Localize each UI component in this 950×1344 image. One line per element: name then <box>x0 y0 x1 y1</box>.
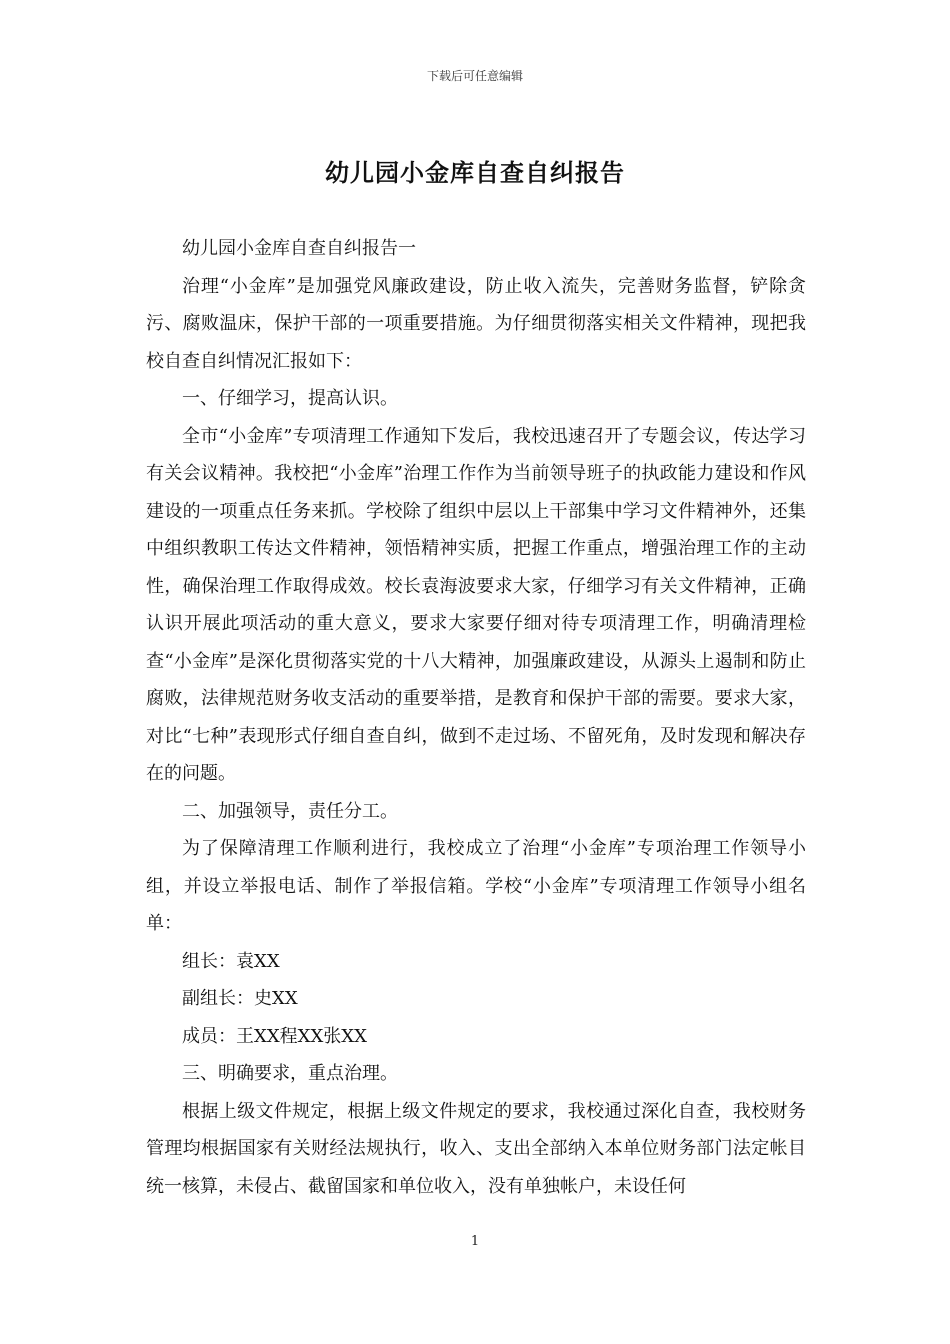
document-title: 幼儿园小金库自查自纠报告 <box>325 158 625 187</box>
section-heading-3: 三、明确要求，重点治理。 <box>182 1063 398 1084</box>
header-note: 下载后可任意编辑 <box>426 69 523 83</box>
section-heading-1: 一、仔细学习，提高认识。 <box>182 388 398 409</box>
document-body <box>146 230 806 1205</box>
deputy-leader-line: 副组长：史XX <box>182 988 298 1009</box>
section-heading-2: 二、加强领导，责任分工。 <box>182 800 398 822</box>
paragraph-intro: 治理“小金库”是加强党风廉政建设，防止收入流失，完善财务监督，铲除贪污、腐败温床，保护干部的一项重要措施。为仔细贯彻落实相关文件精神，现把我校自查自纠情况汇报如下： <box>146 275 806 372</box>
members-line: 成员：王XX程XX张XX <box>182 1025 367 1047</box>
paragraph-section-2: 为了保障清理工作顺利进行，我校成立了治理“小金库”专项治理工作领导小组，并设立举报电话、制作了举报信箱。学校“小金库”专项清理工作领导小组名单： <box>146 838 806 934</box>
paragraph-section-1: 全市“小金库”专项清理工作通知下发后，我校迅速召开了专题会议，传达学习有关会议精神。我校把“小金库”治理工作作为当前领导班子的执政能力建设和作风建设的一项重点任务来抓。学校除了组织中层以上干部集中学习文件精神外，还集中组织教职工传达文件精神，领悟精神实质，把握工作重点，增强治理工作的主动性，确保治理工作取得成效。校长袁海波要求大家，仔细学习有关文件精神，正确认识开展此项活动的重大意义，要求大家要仔细对待专项清理工作，明确清理检查“小金库”是深化贯彻落实党的十八大精神，加强廉政建设，从源头上遏制和防止腐败，法律规范财务收支活动的重要举措，是教育和保护干部的需要。要求大家，对比“七种”表现形式仔细自查自纠，做到不走过场、不留死角，及时发现和解决存在的问题。 <box>146 425 806 784</box>
group-leader-line: 组长：袁XX <box>182 950 280 972</box>
paragraph-subtitle: 幼儿园小金库自查自纠报告一 <box>182 238 416 259</box>
page-number: 1 <box>470 1234 480 1249</box>
paragraph-section-3: 根据上级文件规定，根据上级文件规定的要求，我校通过深化自查，我校财务管理均根据国家有关财经法规执行，收入、支出全部纳入本单位财务部门法定帐目统一核算，未侵占、截留国家和单位收入，没有单独帐户，未设任何 <box>146 1100 806 1197</box>
